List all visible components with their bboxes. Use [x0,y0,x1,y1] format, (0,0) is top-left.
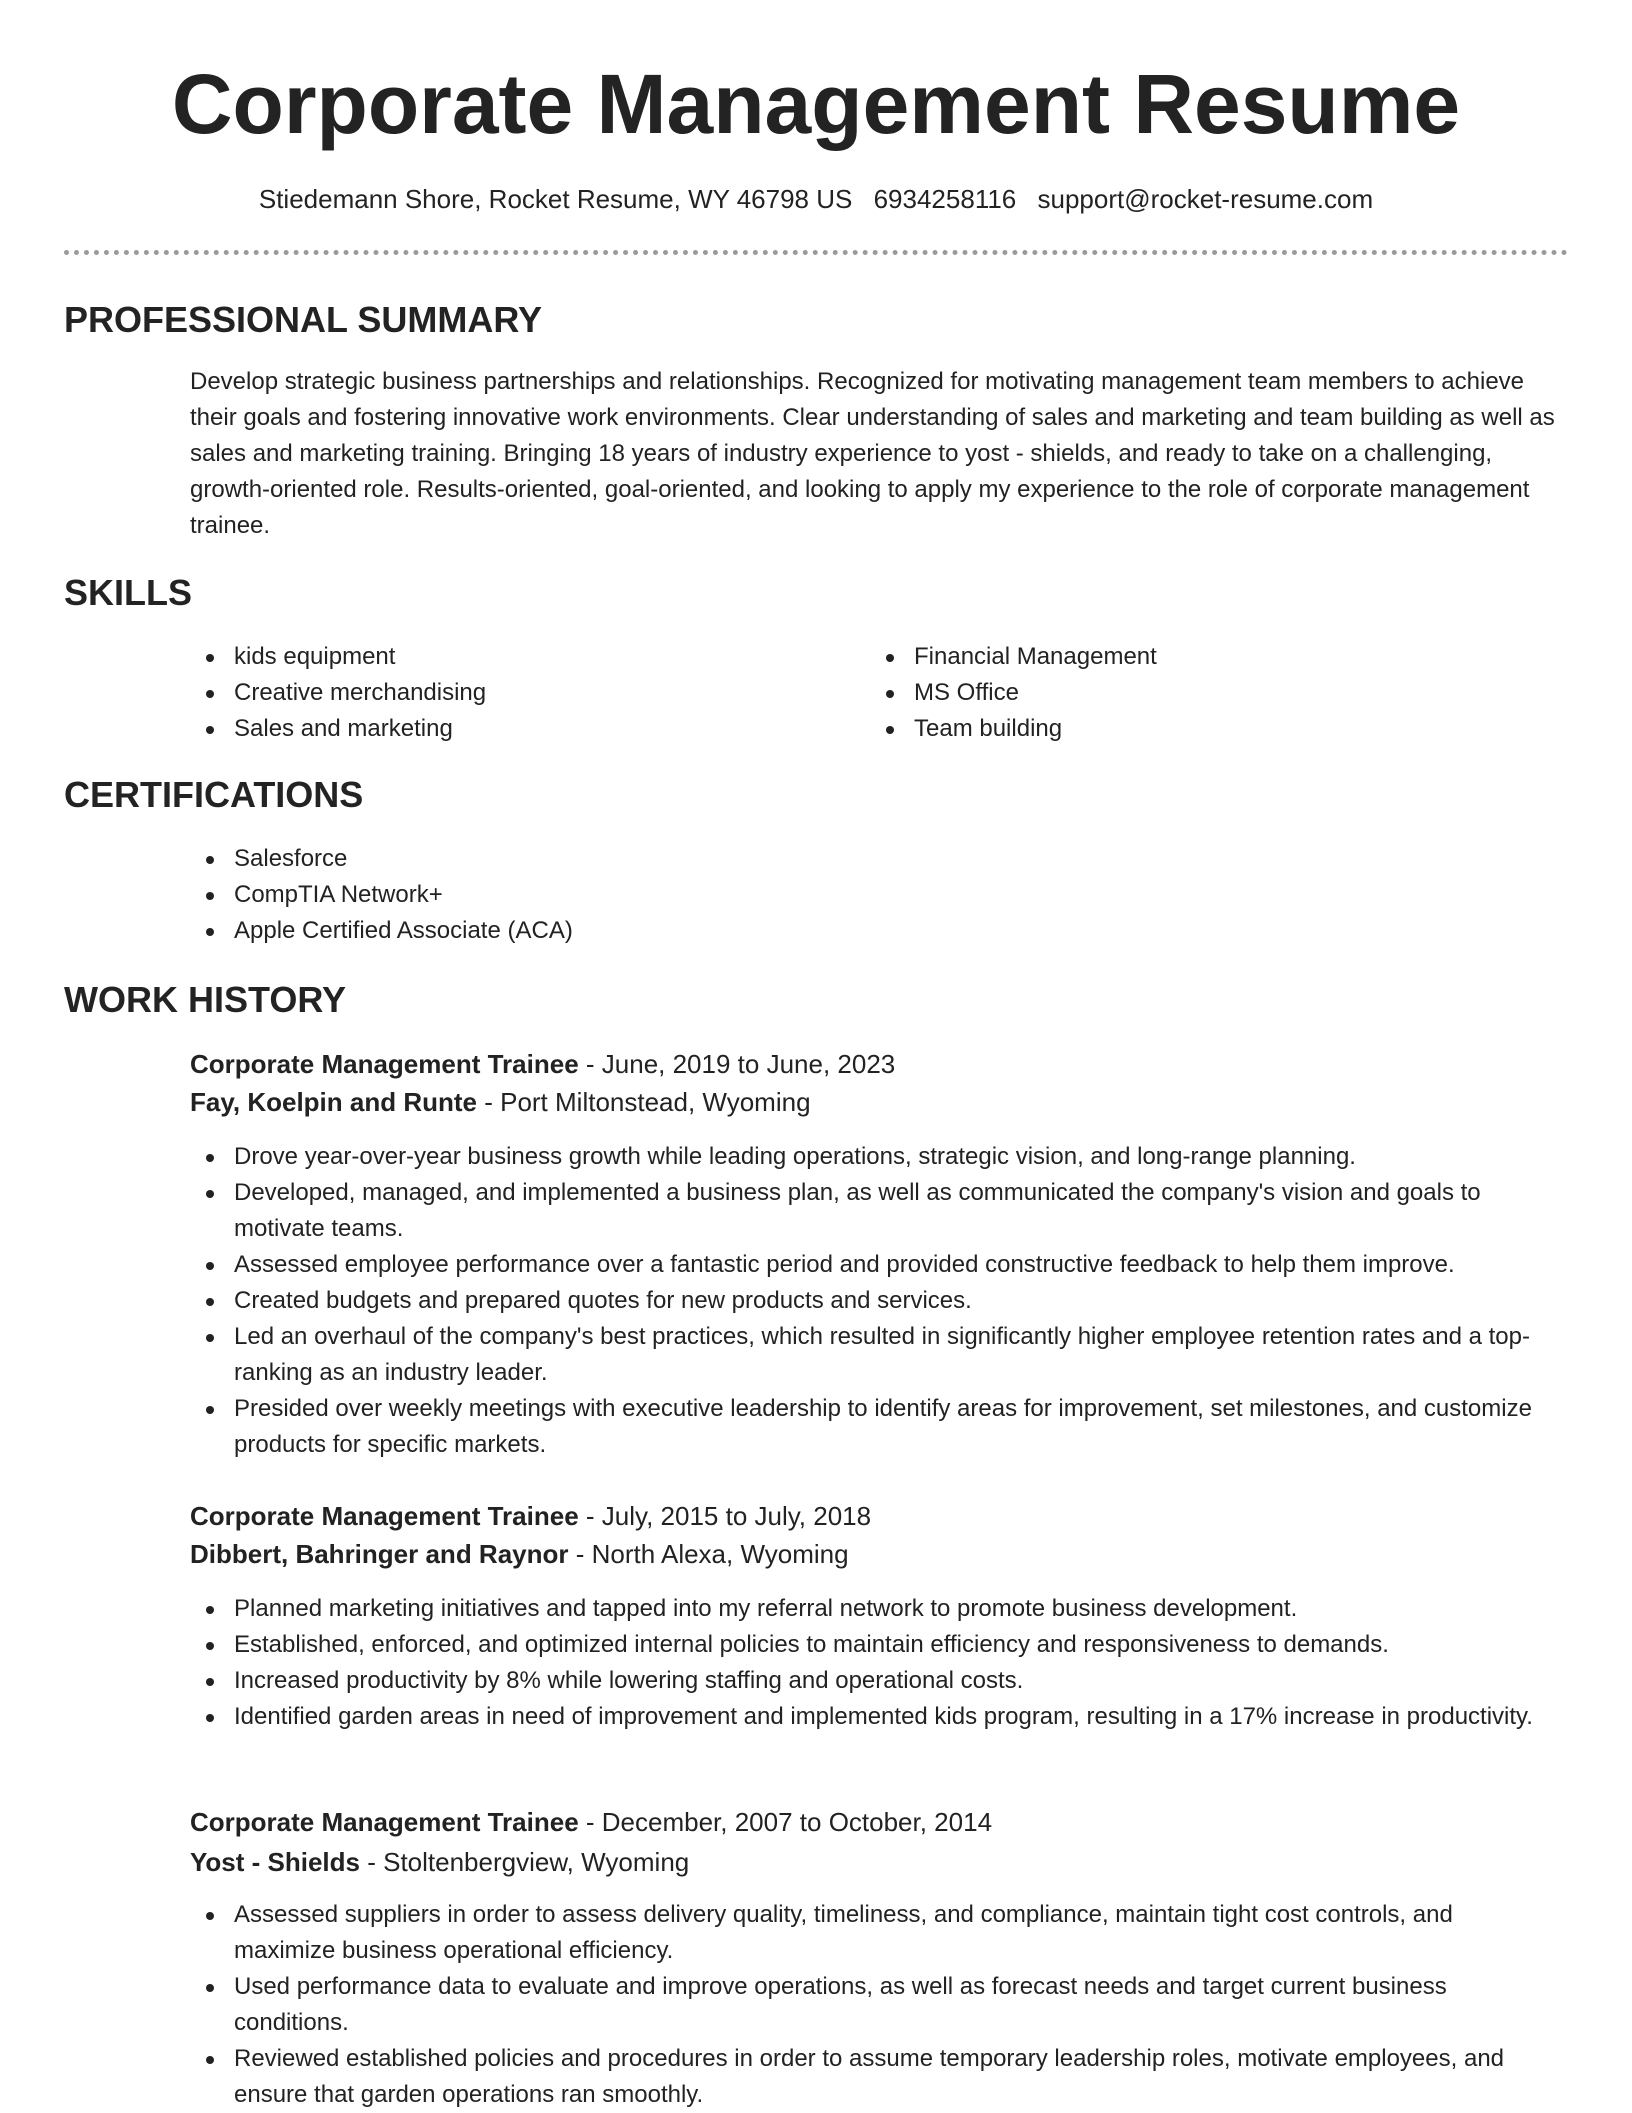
skill-item: Creative merchandising [190,675,830,711]
job-bullet: Assessed employee performance over a fantastic period and provided constructive feedback to help them improve. [190,1247,1560,1283]
certification-item: CompTIA Network+ [190,877,1190,913]
job-bullet: Planned marketing initiatives and tapped into my referral network to promote business development. [190,1591,1560,1627]
job-bullet: Created budgets and prepared quotes for new products and services. [190,1283,1560,1319]
skill-item: MS Office [870,675,1510,711]
job-title: Corporate Management Trainee [190,1807,579,1837]
resume-title: Corporate Management Resume [171,57,1461,151]
job-dates: - December, 2007 to October, 2014 [585,1807,993,1837]
job-bullet: Established, enforced, and optimized internal policies to maintain efficiency and responsiveness to demands. [190,1627,1560,1663]
skill-item: Sales and marketing [190,711,830,747]
job-location: - Port Miltonstead, Wyoming [484,1087,811,1117]
job-bullet: Developed, managed, and implemented a business plan, as well as communicated the company's vision and goals to motivate teams. [190,1175,1560,1247]
skills-heading: SKILLS [64,572,193,613]
job-bullet: Identified garden areas in need of improvement and implemented kids program, resulting in a 17% increase in productivity. [190,1699,1560,1735]
job-bullet: Drove year-over-year business growth while leading operations, strategic vision, and long-range planning. [190,1139,1560,1175]
certification-item: Apple Certified Associate (ACA) [190,913,1190,949]
job-company: Fay, Koelpin and Runte [190,1087,477,1117]
certification-item: Salesforce [190,841,1190,877]
job-bullet: Increased productivity by 8% while lowering staffing and operational costs. [190,1663,1560,1699]
job-company: Yost - Shields [190,1847,360,1877]
job-company: Dibbert, Bahringer and Raynor [190,1539,569,1569]
job-bullets [190,1897,1560,2113]
certifications-heading: CERTIFICATIONS [64,774,364,815]
contact-phone: 6934258116 [873,184,1017,214]
job-title-line [190,1497,1560,1535]
job-bullets [190,1591,1560,1735]
contact-email: support@rocket-resume.com [1037,184,1374,214]
skill-item: Team building [870,711,1510,747]
job-bullet: Led an overhaul of the company's best practices, which resulted in significantly higher employee retention rates and a top-ranking as an industry leader. [190,1319,1560,1391]
job-dates: - June, 2019 to June, 2023 [585,1049,896,1079]
job-bullet: Presided over weekly meetings with executive leadership to identify areas for improvement, set milestones, and customize products for specific markets. [190,1391,1560,1463]
contact-address: Stiedemann Shore, Rocket Resume, WY 46798 US [258,184,853,214]
skill-item: Financial Management [870,639,1510,675]
job-company-line [190,1843,1560,1881]
job-bullet: Assessed suppliers in order to assess delivery quality, timeliness, and compliance, maintain tight cost controls, and maximize business operational efficiency. [190,1897,1560,1969]
contact-line [0,182,1632,216]
job-location: - North Alexa, Wyoming [575,1539,849,1569]
skills-list-right [870,639,1510,747]
job-title-line [190,1803,1560,1841]
certifications-list [190,841,1190,949]
job-bullet: Used performance data to evaluate and improve operations, as well as forecast needs and target current business conditions. [190,1969,1560,2041]
header-divider [64,250,1568,255]
work-history-heading: WORK HISTORY [64,979,347,1020]
job-title: Corporate Management Trainee [190,1049,579,1079]
job-company-line [190,1535,1560,1573]
skills-list-left [190,639,830,747]
job-location: - Stoltenbergview, Wyoming [367,1847,690,1877]
job-bullet: Reviewed established policies and procedures in order to assume temporary leadership roles, motivate employees, and ensure that garden operations ran smoothly. [190,2041,1560,2113]
summary-heading: PROFESSIONAL SUMMARY [64,299,543,340]
skill-item: kids equipment [190,639,830,675]
summary-text: Develop strategic business partnerships and relationships. Recognized for motivating management team members to achieve their goals and fostering innovative work environments. Clear understanding of sales and marketing and team building as well as sales and marketing training. Bringing 18 years of industry experience to yost - shields, and ready to take on a challenging, growth-oriented role. Results-oriented, goal-oriented, and looking to apply my experience to the role of corporate management trainee. [190,368,1555,539]
job-title: Corporate Management Trainee [190,1501,579,1531]
job-company-line [190,1083,1560,1121]
job-dates: - July, 2015 to July, 2018 [585,1501,872,1531]
job-bullets [190,1139,1560,1463]
job-title-line [190,1045,1560,1083]
